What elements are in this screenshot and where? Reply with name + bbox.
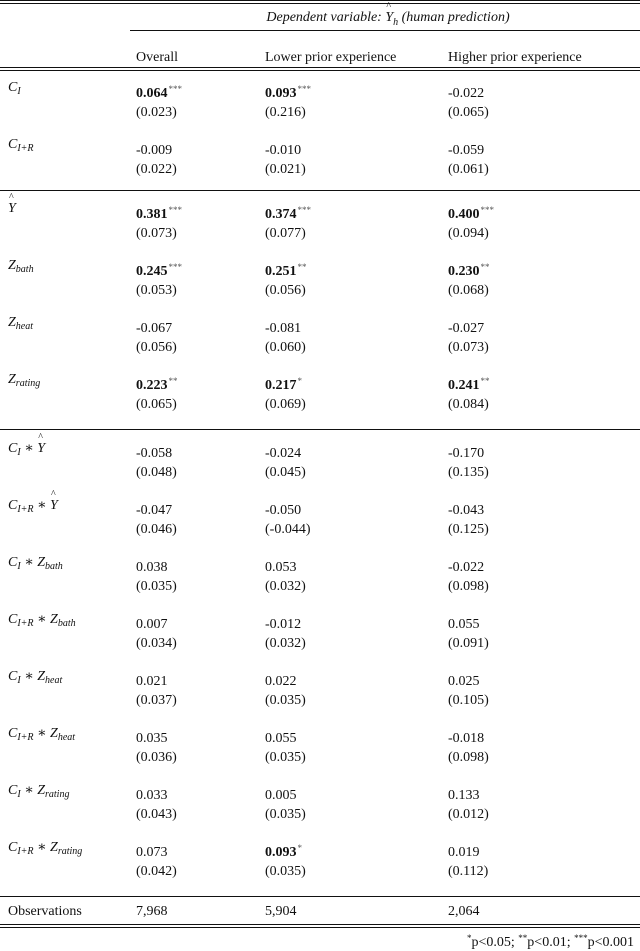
significance-stars: *** [168,262,182,272]
table-cell [136,839,177,881]
observations-overall: 7,968 [136,904,168,919]
label-subscript: I [17,789,21,800]
significance-stars: *** [297,84,311,94]
label-times: ∗ [33,726,51,741]
coefficient: 0.241 [448,378,480,393]
standard-error: (0.035) [136,579,177,594]
significance-stars: ** [168,376,178,386]
table-cell [265,554,306,596]
standard-error: (0.068) [448,283,489,298]
table-row [0,368,640,412]
table-row [0,76,640,120]
table-cell [265,725,306,767]
table-cell [136,554,177,596]
coefficient: -0.012 [265,617,302,632]
dv-prefix: Dependent variable: [266,10,386,25]
coefficient: 0.374 [265,207,297,222]
dv-symbol [385,10,393,26]
label-subscript: I [17,447,21,458]
table-cell [448,839,488,881]
coefficient: 0.021 [136,674,168,689]
coefficient: 0.073 [136,845,168,860]
coefficient: 0.022 [265,674,297,689]
dv-symbol-text: Y [385,10,394,25]
column-header-lower-experience: Lower prior experience [265,50,397,65]
coefficient: 0.223 [136,378,168,393]
label-second: Z [50,840,58,855]
label-second: Y [50,498,58,513]
label-second-subscript: bath [57,618,76,629]
label-times: ∗ [20,783,38,798]
standard-error: (0.056) [265,283,306,298]
label-subscript: I [17,86,21,97]
coefficient: -0.059 [448,143,485,158]
significance-stars: * [297,376,302,386]
standard-error: (0.023) [136,105,177,120]
table-cell [448,80,489,122]
row-label [8,782,69,800]
standard-error: (0.094) [448,226,489,241]
label-times: ∗ [20,555,38,570]
standard-error: (0.046) [136,522,177,537]
standard-error: (0.035) [265,807,306,822]
row-label [8,137,34,154]
standard-error: (0.060) [265,340,306,355]
footnote-text-2: p<0.01; [527,935,575,950]
table-cell [265,839,306,881]
label-second-subscript: heat [57,732,76,743]
coefficient: 0.053 [265,560,297,575]
table-cell [136,258,182,300]
label-times: ∗ [20,441,38,456]
label-main: C [8,555,18,570]
section-rule-1 [0,190,640,191]
coefficient: 0.064 [136,86,168,101]
coefficient: 0.055 [448,617,480,632]
standard-error: (0.077) [265,226,306,241]
coefficient: 0.093 [265,86,297,101]
observations-label: Observations [8,904,82,919]
label-subscript: I+R [17,504,34,515]
coefficient: -0.022 [448,560,485,575]
coefficient: -0.081 [265,321,302,336]
label-main: C [8,726,18,741]
observations-lower: 5,904 [265,904,297,919]
section-rule-3 [0,896,640,897]
standard-error: (0.021) [265,162,306,177]
table-row [0,550,640,594]
label-second-subscript: heat [45,675,63,686]
coefficient: -0.022 [448,86,485,101]
table-row [0,607,640,651]
coefficient: -0.067 [136,321,173,336]
significance-stars: *** [297,205,311,215]
label-times: ∗ [33,612,51,627]
bottom-rule-2 [0,927,640,928]
coefficient: 0.381 [136,207,168,222]
coefficient: -0.043 [448,503,485,518]
table-row [0,778,640,822]
table-cell [265,80,311,122]
standard-error: (0.032) [265,579,306,594]
standard-error: (0.135) [448,465,489,480]
coefficient: 0.133 [448,788,480,803]
footnote-text-1: p<0.05; [471,935,519,950]
row-label [8,611,76,629]
label-subscript: rating [15,378,41,389]
table-cell [265,782,306,824]
bottom-rule [0,924,640,925]
label-second: Y [37,441,45,456]
label-main: C [8,840,18,855]
coefficient: 0.019 [448,845,480,860]
column-header-overall: Overall [136,50,178,65]
label-main: C [8,137,18,152]
label-subscript: I [17,675,21,686]
row-label [8,725,75,743]
table-cell [448,372,490,414]
standard-error: (0.042) [136,864,177,879]
footnote-text-3: p<0.001 [587,935,634,950]
footnote-stars-1: * [467,933,472,943]
standard-error: (-0.044) [265,522,311,537]
standard-error: (0.036) [136,750,177,765]
standard-error: (0.037) [136,693,177,708]
label-main: C [8,441,18,456]
standard-error: (0.065) [136,397,177,412]
table-cell [265,497,311,539]
table-cell [265,668,306,710]
top-rule [0,0,640,1]
coefficient: 0.217 [265,378,297,393]
standard-error: (0.032) [265,636,306,651]
row-label [8,497,58,515]
coefficient: 0.230 [448,264,480,279]
standard-error: (0.035) [265,693,306,708]
label-main: C [8,498,18,513]
top-rule-2 [0,3,640,4]
table-cell [265,315,306,357]
label-main: Z [8,315,16,330]
coefficient: 0.093 [265,845,297,860]
label-second: Z [50,612,58,627]
coefficient: 0.400 [448,207,480,222]
label-second: Z [50,726,58,741]
row-label [8,668,62,686]
table-cell [136,137,177,179]
standard-error: (0.043) [136,807,177,822]
coefficient: 0.007 [136,617,168,632]
standard-error: (0.035) [265,750,306,765]
dv-suffix: (human prediction) [398,10,510,25]
label-times: ∗ [33,840,51,855]
row-label [8,372,40,389]
header-bottom-rule-2 [0,70,640,71]
footnote-stars-3: *** [574,933,588,943]
table-row [0,493,640,537]
label-second-subscript: bath [45,561,63,572]
label-main: C [8,612,18,627]
footnote-stars-2: ** [518,933,528,943]
table-cell [136,782,177,824]
label-subscript: I+R [17,732,34,743]
standard-error: (0.084) [448,397,489,412]
label-subscript: I+R [17,846,34,857]
label-main: C [8,80,18,95]
dv-subscript: h [393,16,399,28]
table-cell [136,440,177,482]
label-main: Z [8,258,16,273]
row-label [8,839,82,857]
coefficient: -0.047 [136,503,173,518]
standard-error: (0.053) [136,283,177,298]
table-row [0,197,640,241]
table-cell [136,201,182,243]
standard-error: (0.061) [448,162,489,177]
table-cell [136,611,177,653]
standard-error: (0.105) [448,693,489,708]
table-cell [448,315,489,357]
dependent-variable-header [136,10,640,28]
standard-error: (0.073) [136,226,177,241]
table-cell [448,554,489,596]
table-cell [448,440,489,482]
table-cell [136,725,177,767]
standard-error: (0.073) [448,340,489,355]
significance-footnote [467,933,634,951]
row-label [8,258,34,275]
table-cell [448,725,489,767]
coefficient: 0.251 [265,264,297,279]
label-second-subscript: rating [57,846,83,857]
table-cell [265,258,307,300]
standard-error: (0.091) [448,636,489,651]
row-label [8,554,63,572]
observations-higher: 2,064 [448,904,480,919]
coefficient: -0.010 [265,143,302,158]
standard-error: (0.098) [448,750,489,765]
coefficient: 0.033 [136,788,168,803]
significance-stars: *** [168,205,182,215]
table-row [0,133,640,177]
table-row [0,311,640,355]
row-label [8,440,45,458]
table-cell [265,440,306,482]
standard-error: (0.069) [265,397,306,412]
standard-error: (0.045) [265,465,306,480]
coefficient: 0.005 [265,788,297,803]
coefficient: -0.009 [136,143,173,158]
table-row [0,436,640,480]
standard-error: (0.065) [448,105,489,120]
table-cell [448,258,490,300]
significance-stars: ** [480,262,490,272]
significance-stars: *** [480,205,494,215]
standard-error: (0.216) [265,105,306,120]
table-row [0,721,640,765]
coefficient: 0.035 [136,731,168,746]
label-subscript: I+R [17,143,34,154]
significance-stars: *** [168,84,182,94]
standard-error: (0.125) [448,522,489,537]
label-main: Y [8,201,16,216]
table-row [0,664,640,708]
coefficient: 0.245 [136,264,168,279]
label-second-hat [37,441,45,457]
row-label [8,201,16,218]
label-second: Z [37,669,45,684]
label-second-hat [50,498,58,514]
label-subscript: bath [15,264,34,275]
significance-stars: * [297,843,302,853]
row-label [8,80,21,97]
label-main: Z [8,372,16,387]
table-cell [136,668,177,710]
table-cell [136,315,177,357]
coefficient: 0.038 [136,560,168,575]
coefficient: -0.058 [136,446,173,461]
table-row [0,835,640,879]
standard-error: (0.022) [136,162,177,177]
coefficient: -0.050 [265,503,302,518]
header-span-rule [130,30,640,31]
label-main: C [8,669,18,684]
label-main-hat [8,201,16,217]
label-times: ∗ [33,498,51,513]
coefficient: 0.055 [265,731,297,746]
table-cell [448,611,489,653]
label-subscript: I [17,561,21,572]
section-rule-2 [0,429,640,430]
table-cell [136,372,178,414]
table-row [0,254,640,298]
table-cell [265,372,306,414]
standard-error: (0.034) [136,636,177,651]
standard-error: (0.012) [448,807,489,822]
label-second: Z [37,783,45,798]
standard-error: (0.056) [136,340,177,355]
standard-error: (0.035) [265,864,306,879]
standard-error: (0.112) [448,864,489,879]
significance-stars: ** [297,262,307,272]
table-cell [448,137,489,179]
table-cell [265,201,311,243]
label-main: C [8,783,18,798]
standard-error: (0.048) [136,465,177,480]
table-cell [448,668,489,710]
header-bottom-rule [0,67,640,68]
coefficient: -0.170 [448,446,485,461]
coefficient: -0.024 [265,446,302,461]
row-label [8,315,33,332]
significance-stars: ** [480,376,490,386]
label-subscript: I+R [17,618,34,629]
table-cell [265,611,306,653]
label-subscript: heat [15,321,34,332]
table-cell [448,201,494,243]
coefficient: -0.018 [448,731,485,746]
column-header-higher-experience: Higher prior experience [448,50,582,65]
table-cell [448,782,489,824]
table-cell [136,80,182,122]
table-cell [448,497,489,539]
label-times: ∗ [20,669,38,684]
label-second: Z [37,555,45,570]
standard-error: (0.098) [448,579,489,594]
label-second-subscript: rating [45,789,70,800]
coefficient: 0.025 [448,674,480,689]
table-cell [136,497,177,539]
table-cell [265,137,306,179]
coefficient: -0.027 [448,321,485,336]
